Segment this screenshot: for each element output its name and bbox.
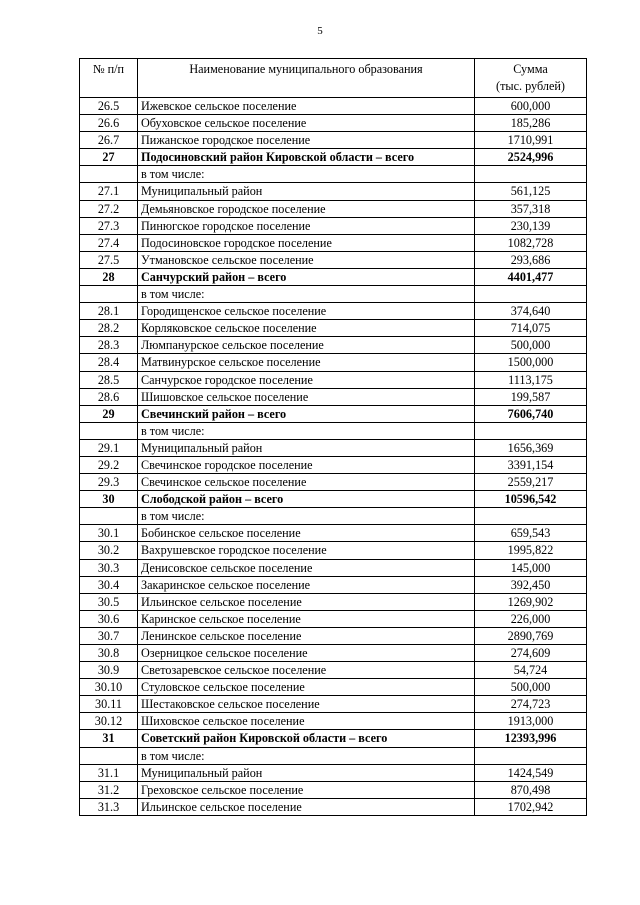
row-number: 31.3	[80, 798, 138, 815]
row-sum: 600,000	[475, 98, 587, 115]
row-sum: 2559,217	[475, 474, 587, 491]
row-number: 27.3	[80, 217, 138, 234]
row-sum: 274,723	[475, 696, 587, 713]
row-name: Муниципальный район	[138, 439, 475, 456]
row-number: 26.5	[80, 98, 138, 115]
row-number: 30.4	[80, 576, 138, 593]
row-name: Советский район Кировской области – всего	[138, 730, 475, 747]
table-row	[80, 388, 587, 405]
table-row	[80, 439, 587, 456]
table-row	[80, 200, 587, 217]
row-name: Ильинское сельское поселение	[138, 593, 475, 610]
row-sum: 659,543	[475, 525, 587, 542]
row-name: Обуховское сельское поселение	[138, 115, 475, 132]
row-sum: 1269,902	[475, 593, 587, 610]
row-name: Ижевское сельское поселение	[138, 98, 475, 115]
row-name: Ильинское сельское поселение	[138, 798, 475, 815]
row-name: в том числе:	[138, 286, 475, 303]
row-sum: 1913,000	[475, 713, 587, 730]
row-sum: 500,000	[475, 337, 587, 354]
table-row-district-total	[80, 730, 587, 747]
row-sum: 1995,822	[475, 542, 587, 559]
row-sum: 392,450	[475, 576, 587, 593]
row-number: 29	[80, 405, 138, 422]
table-row	[80, 525, 587, 542]
row-name: Светозаревское сельское поселение	[138, 662, 475, 679]
table-row	[80, 251, 587, 268]
table-row	[80, 354, 587, 371]
row-name: Стуловское сельское поселение	[138, 679, 475, 696]
table-header-row	[80, 59, 587, 98]
table-row	[80, 508, 587, 525]
row-name: Денисовское сельское поселение	[138, 559, 475, 576]
row-name: Свечинское городское поселение	[138, 456, 475, 473]
row-name: Озерницкое сельское поселение	[138, 645, 475, 662]
table-row-district-total	[80, 149, 587, 166]
page-number: 5	[317, 25, 323, 37]
row-number: 28.6	[80, 388, 138, 405]
row-name: Пижанское городское поселение	[138, 132, 475, 149]
row-name: Слободской район – всего	[138, 491, 475, 508]
row-sum: 2890,769	[475, 627, 587, 644]
row-number: 26.7	[80, 132, 138, 149]
municipal-funds-table	[79, 58, 587, 816]
row-number	[80, 166, 138, 183]
table-row	[80, 166, 587, 183]
row-name: Подосиновский район Кировской области – всего	[138, 149, 475, 166]
row-name: Городищенское сельское поселение	[138, 303, 475, 320]
row-number: 28.3	[80, 337, 138, 354]
row-name: Закаринское сельское поселение	[138, 576, 475, 593]
table-row	[80, 320, 587, 337]
table-row	[80, 115, 587, 132]
row-sum: 1710,991	[475, 132, 587, 149]
table-row	[80, 371, 587, 388]
row-number: 30.11	[80, 696, 138, 713]
table-row	[80, 764, 587, 781]
row-sum: 12393,996	[475, 730, 587, 747]
row-sum: 870,498	[475, 781, 587, 798]
row-number: 30.12	[80, 713, 138, 730]
row-name: Вахрушевское городское поселение	[138, 542, 475, 559]
row-sum: 1500,000	[475, 354, 587, 371]
row-name: Каринское сельское поселение	[138, 610, 475, 627]
row-number: 30.9	[80, 662, 138, 679]
row-number: 30.10	[80, 679, 138, 696]
row-sum: 714,075	[475, 320, 587, 337]
table-row	[80, 217, 587, 234]
row-sum	[475, 508, 587, 525]
row-name: в том числе:	[138, 166, 475, 183]
row-number	[80, 422, 138, 439]
row-sum: 1424,549	[475, 764, 587, 781]
row-name: Шестаковское сельское поселение	[138, 696, 475, 713]
row-number: 30	[80, 491, 138, 508]
row-name: в том числе:	[138, 747, 475, 764]
row-sum: 226,000	[475, 610, 587, 627]
row-name: Утмановское сельское поселение	[138, 251, 475, 268]
table-row	[80, 593, 587, 610]
row-sum: 293,686	[475, 251, 587, 268]
row-name: Матвинурское сельское поселение	[138, 354, 475, 371]
table-row	[80, 679, 587, 696]
row-name: Свечинское сельское поселение	[138, 474, 475, 491]
table-row	[80, 747, 587, 764]
row-name: Свечинский район – всего	[138, 405, 475, 422]
row-number: 31	[80, 730, 138, 747]
table-row-district-total	[80, 405, 587, 422]
row-sum: 199,587	[475, 388, 587, 405]
table-row	[80, 422, 587, 439]
row-number: 31.1	[80, 764, 138, 781]
table-row	[80, 662, 587, 679]
row-number: 29.1	[80, 439, 138, 456]
row-number: 30.8	[80, 645, 138, 662]
row-sum: 274,609	[475, 645, 587, 662]
table-row-district-total	[80, 268, 587, 285]
row-name: Бобинское сельское поселение	[138, 525, 475, 542]
table-row	[80, 474, 587, 491]
table-row	[80, 183, 587, 200]
row-sum: 145,000	[475, 559, 587, 576]
header-name: Наименование муниципального образования	[138, 59, 475, 98]
row-name: в том числе:	[138, 422, 475, 439]
row-number: 28	[80, 268, 138, 285]
row-sum: 3391,154	[475, 456, 587, 473]
row-name: Люмпанурское сельское поселение	[138, 337, 475, 354]
row-number	[80, 508, 138, 525]
row-name: Ленинское сельское поселение	[138, 627, 475, 644]
row-number: 30.2	[80, 542, 138, 559]
row-number: 28.5	[80, 371, 138, 388]
row-number: 29.3	[80, 474, 138, 491]
table-row	[80, 234, 587, 251]
row-sum: 10596,542	[475, 491, 587, 508]
row-sum	[475, 747, 587, 764]
row-name: Греховское сельское поселение	[138, 781, 475, 798]
row-name: в том числе:	[138, 508, 475, 525]
row-number: 27.4	[80, 234, 138, 251]
row-sum: 500,000	[475, 679, 587, 696]
table-row	[80, 696, 587, 713]
row-sum: 357,318	[475, 200, 587, 217]
header-sum-title: Сумма	[513, 62, 548, 76]
row-number: 28.1	[80, 303, 138, 320]
table-row-district-total	[80, 491, 587, 508]
table-row	[80, 286, 587, 303]
row-name: Санчурское городское поселение	[138, 371, 475, 388]
row-number: 27.5	[80, 251, 138, 268]
table-row	[80, 798, 587, 815]
row-name: Корляковское сельское поселение	[138, 320, 475, 337]
row-name: Санчурский район – всего	[138, 268, 475, 285]
row-name: Муниципальный район	[138, 764, 475, 781]
row-sum: 1082,728	[475, 234, 587, 251]
row-name: Пинюгское городское поселение	[138, 217, 475, 234]
row-name: Подосиновское городское поселение	[138, 234, 475, 251]
table-row	[80, 559, 587, 576]
row-number: 30.5	[80, 593, 138, 610]
table-row	[80, 627, 587, 644]
row-name: Шиховское сельское поселение	[138, 713, 475, 730]
row-number: 27.1	[80, 183, 138, 200]
row-number: 31.2	[80, 781, 138, 798]
row-name: Демьяновское городское поселение	[138, 200, 475, 217]
row-number: 30.6	[80, 610, 138, 627]
row-sum: 1113,175	[475, 371, 587, 388]
row-number: 27.2	[80, 200, 138, 217]
header-sum-unit: (тыс. рублей)	[496, 79, 565, 93]
row-number: 26.6	[80, 115, 138, 132]
row-number: 28.4	[80, 354, 138, 371]
row-name: Муниципальный район	[138, 183, 475, 200]
row-sum	[475, 166, 587, 183]
row-number: 30.7	[80, 627, 138, 644]
table-row	[80, 132, 587, 149]
table-row	[80, 542, 587, 559]
row-number: 27	[80, 149, 138, 166]
row-sum: 7606,740	[475, 405, 587, 422]
table-row	[80, 337, 587, 354]
table-row	[80, 781, 587, 798]
row-sum: 1656,369	[475, 439, 587, 456]
table-body	[80, 98, 587, 816]
table-row	[80, 713, 587, 730]
row-number: 30.1	[80, 525, 138, 542]
row-number: 28.2	[80, 320, 138, 337]
table-row	[80, 645, 587, 662]
table-row	[80, 98, 587, 115]
table-row	[80, 576, 587, 593]
row-number	[80, 286, 138, 303]
row-sum: 1702,942	[475, 798, 587, 815]
row-sum: 2524,996	[475, 149, 587, 166]
row-sum: 185,286	[475, 115, 587, 132]
row-sum: 230,139	[475, 217, 587, 234]
row-sum: 561,125	[475, 183, 587, 200]
header-sum	[475, 59, 587, 98]
header-num: № п/п	[80, 59, 138, 98]
row-number	[80, 747, 138, 764]
row-sum	[475, 286, 587, 303]
table-row	[80, 303, 587, 320]
row-number: 29.2	[80, 456, 138, 473]
table-row	[80, 456, 587, 473]
row-name: Шишовское сельское поселение	[138, 388, 475, 405]
row-sum: 54,724	[475, 662, 587, 679]
row-sum: 4401,477	[475, 268, 587, 285]
row-sum: 374,640	[475, 303, 587, 320]
table-row	[80, 610, 587, 627]
row-sum	[475, 422, 587, 439]
row-number: 30.3	[80, 559, 138, 576]
